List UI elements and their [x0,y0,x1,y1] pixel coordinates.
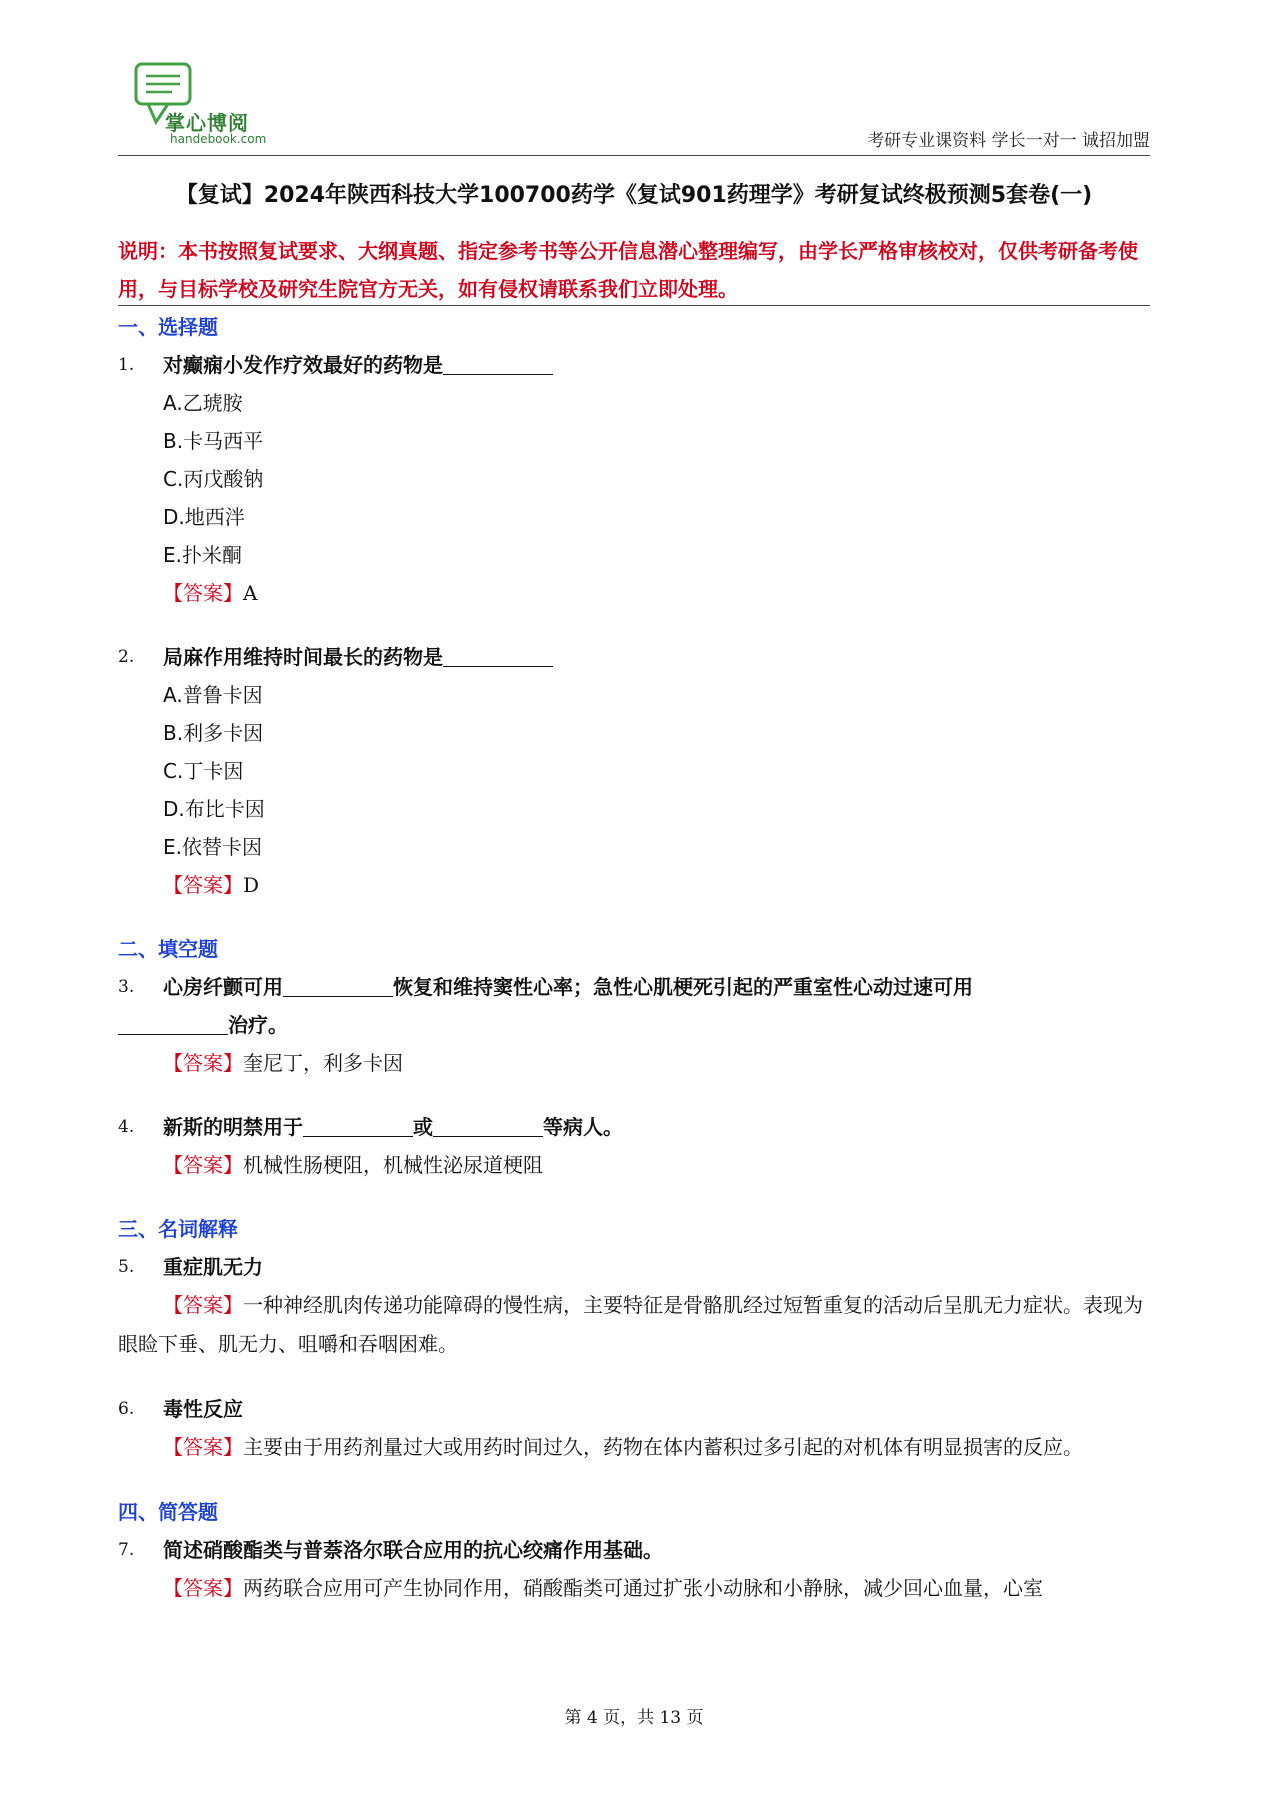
option-e: E.扑米酮 [163,543,242,567]
answer-tag: 【答案】 [163,1293,243,1317]
answer-blank [433,1112,543,1137]
content-body [118,308,1150,1608]
answer-blank [118,1010,228,1035]
question-text: 毒性反应 [163,1397,243,1421]
notice-text: 说明：本书按照复试要求、大纲真题、指定参考书等公开信息潜心整理编写，由学长严格审核校对，仅供考研备考使用，与目标学校及研究生院官方无关，如有侵权请联系我们立即处理。 [118,239,1138,301]
answer-blank [443,350,553,375]
question-number: 2. [118,647,135,667]
option-c: C.丙戊酸钠 [163,467,264,491]
document-title: 【复试】2024年陕西科技大学100700药学《复试901药理学》考研复试终极预测5套卷(一) [175,183,1093,208]
question-number: 3. [118,977,135,997]
option-d: D.布比卡因 [163,797,265,821]
answer-paragraph [118,1569,1150,1608]
question-3 [118,968,1150,1082]
question-text: 恢复和维持窦性心率；急性心肌梗死引起的严重室性心动过速可用 [393,975,973,999]
answer-value: 一种神经肌肉传递功能障碍的慢性病，主要特征是骨骼肌经过短暂重复的活动后呈肌无力症状。表现为眼睑下垂、肌无力、咀嚼和吞咽困难。 [118,1293,1143,1356]
question-number: 6. [118,1399,135,1419]
answer-tag: 【答案】 [163,1435,243,1459]
question-4 [118,1108,1150,1184]
question-5 [118,1248,1150,1364]
question-text: 心房纤颤可用 [163,975,283,999]
answer-blank [303,1112,413,1137]
question-number: 5. [118,1257,135,1277]
answer-line [118,1044,1150,1082]
question-6 [118,1390,1150,1467]
section-title: 二、填空题 [118,937,218,961]
header-divider [118,155,1150,156]
question-7 [118,1531,1150,1608]
option-e: E.依替卡因 [163,835,262,859]
option-a: A.乙琥胺 [163,391,243,415]
option-c: C.丁卡因 [163,759,244,783]
answer-tag: 【答案】 [163,1576,243,1600]
question-text: 简述硝酸酯类与普萘洛尔联合应用的抗心绞痛作用基础。 [163,1538,663,1562]
question-text: 等病人。 [543,1115,623,1139]
question-text: 治疗。 [228,1013,288,1037]
answer-value: 两药联合应用可产生协同作用，硝酸酯类可通过扩张小动脉和小静脉，减少回心血量，心室 [243,1576,1043,1600]
page-footer: 第 4 页，共 13 页 [564,1708,704,1728]
answer-blank [443,642,553,667]
answer-tag: 【答案】 [163,581,243,605]
option-b: B.利多卡因 [163,721,264,745]
answer-blank [283,972,393,997]
answer-value: A [243,581,258,605]
answer-tag: 【答案】 [163,1051,243,1075]
question-number: 7. [118,1540,135,1560]
option-b: B.卡马西平 [163,429,264,453]
option-a: A.普鲁卡因 [163,683,263,707]
answer-paragraph [118,1286,1150,1364]
answer-value: 主要由于用药剂量过大或用药时间过久，药物在体内蓄积过多引起的对机体有明显损害的反应。 [243,1435,1083,1459]
answer-paragraph [118,1428,1150,1467]
answer-line [118,1146,1150,1184]
question-number: 1. [118,355,135,375]
question-text: 对癫痫小发作疗效最好的药物是 [163,353,443,377]
option-d: D.地西泮 [163,505,245,529]
section-title: 一、选择题 [118,315,218,339]
answer-value: 奎尼丁，利多卡因 [243,1051,403,1075]
header-tagline: 考研专业课资料 学长一对一 诚招加盟 [867,131,1150,151]
logo-subtext: handebook.com [170,132,267,146]
question-text: 新斯的明禁用于 [163,1115,303,1139]
logo-text: 掌心博阅 [165,111,249,135]
answer-line [118,574,1150,612]
answer-value: D [243,873,260,897]
question-text: 重症肌无力 [163,1255,263,1279]
question-text: 局麻作用维持时间最长的药物是 [163,645,443,669]
answer-tag: 【答案】 [163,1153,243,1177]
notice-divider [118,305,1150,306]
answer-value: 机械性肠梗阻，机械性泌尿道梗阻 [243,1153,543,1177]
question-text: 或 [413,1115,433,1139]
question-1 [118,346,1150,612]
section-title: 四、简答题 [118,1500,218,1524]
section-title: 三、名词解释 [118,1217,238,1241]
question-number: 4. [118,1117,135,1137]
question-2 [118,638,1150,904]
answer-tag: 【答案】 [163,873,243,897]
answer-line [118,866,1150,904]
